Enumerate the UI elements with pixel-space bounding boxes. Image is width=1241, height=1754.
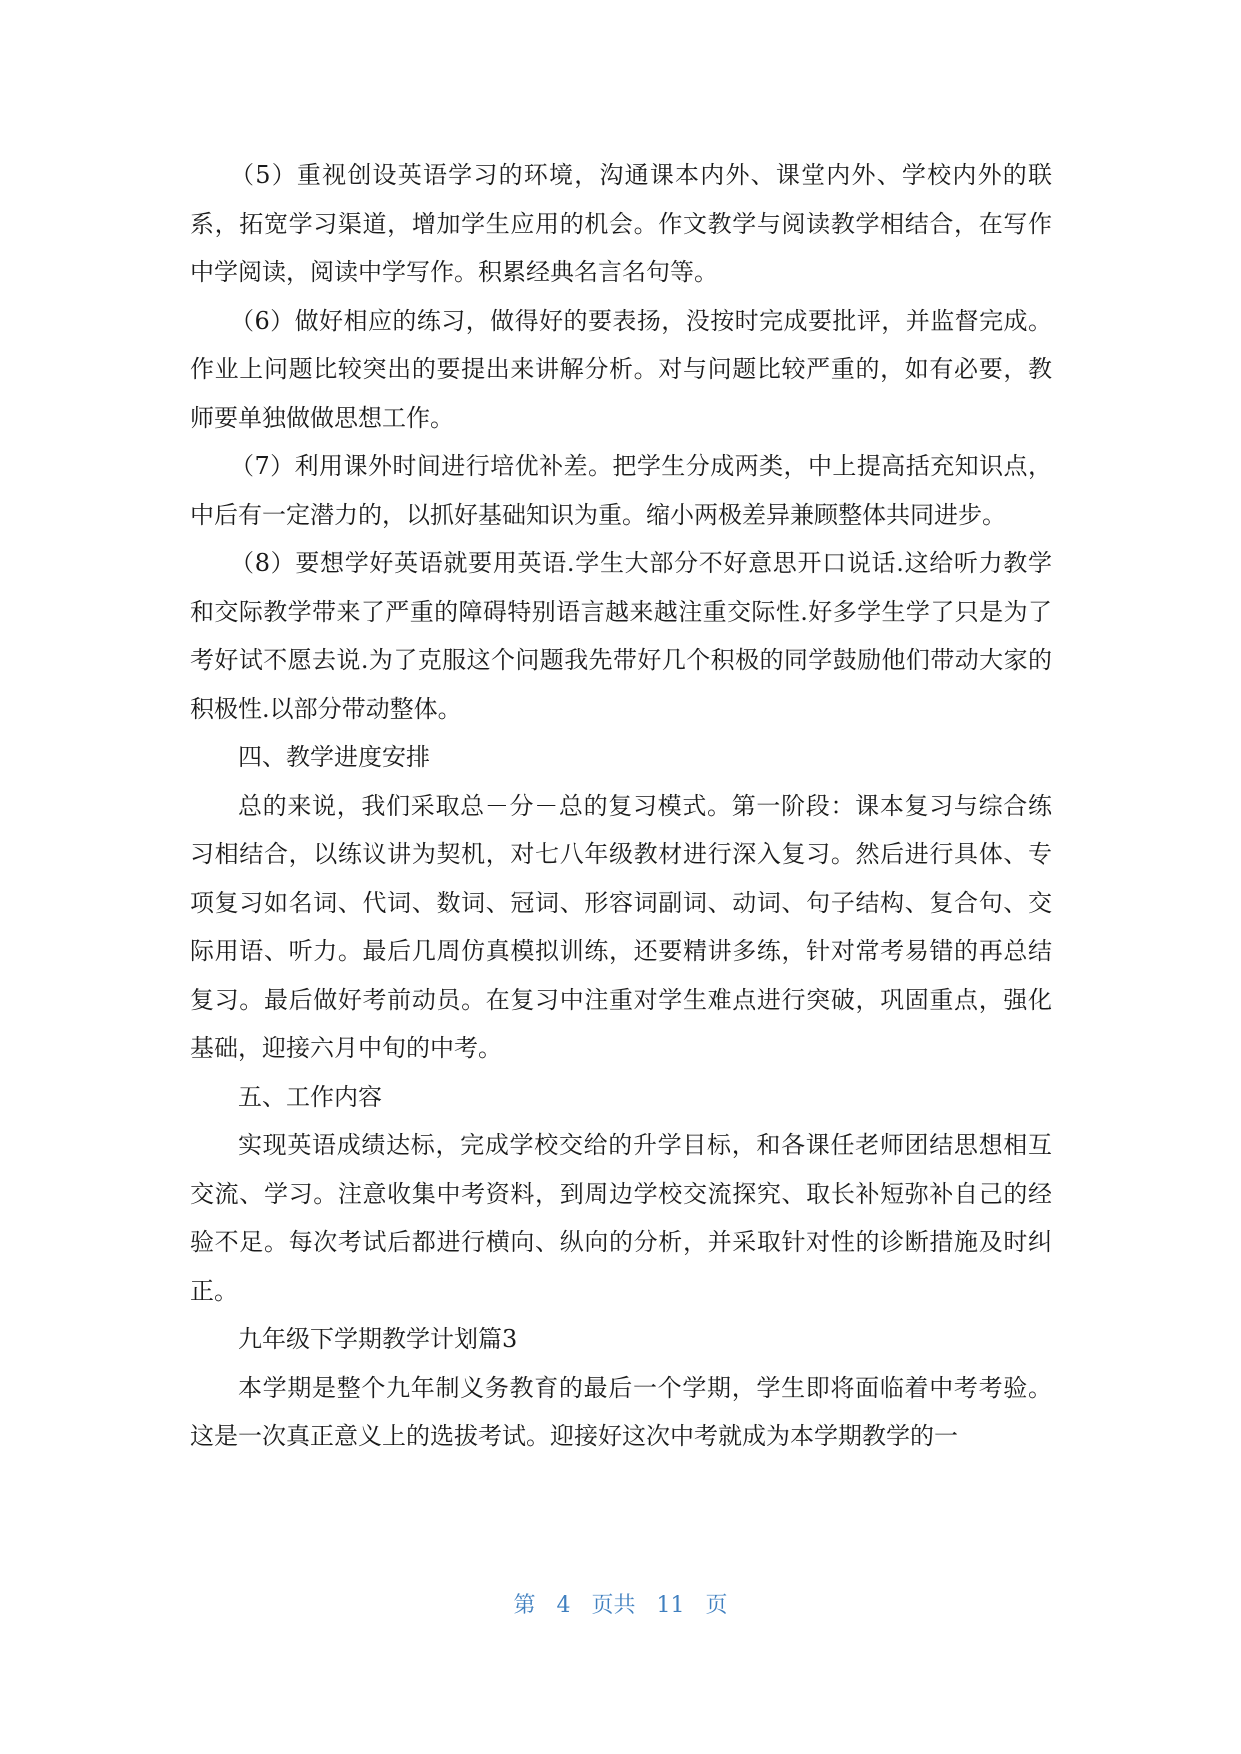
footer-prefix: 第 <box>513 1593 536 1618</box>
section-heading-work: 五、工作内容 <box>238 1082 382 1111</box>
document-body <box>190 151 1052 1461</box>
footer-total-pages: 11 <box>656 1593 685 1618</box>
page-footer <box>0 1588 1241 1619</box>
footer-current-page: 4 <box>556 1593 571 1618</box>
footer-middle: 页共 <box>591 1593 636 1618</box>
section-heading-schedule: 四、教学进度安排 <box>238 743 430 771</box>
paragraph-item-8: （8）要想学好英语就要用英语.学生大部分不好意思开口说话.这给听力教学和交际教学带来了严重的障碍特别语言越来越注重交际性.好多学生学了只是为了考好试不愿去说.为了克服这个问题我先带好几个积极的同学鼓励他们带动大家的积极性.以部分带动整体。 <box>190 549 1052 723</box>
article-title-part3: 九年级下学期教学计划篇3 <box>238 1325 518 1353</box>
paragraph-item-6: （6）做好相应的练习，做得好的要表扬，没按时完成要批评，并监督完成。作业上问题比较突出的要提出来讲解分析。对与问题比较严重的，如有必要，教师要单独做做思想工作。 <box>190 306 1052 432</box>
footer-suffix: 页 <box>705 1593 728 1618</box>
paragraph-schedule: 总的来说，我们采取总－分－总的复习模式。第一阶段：课本复习与综合练习相结合，以练议讲为契机，对七八年级教材进行深入复习。然后进行具体、专项复习如名词、代词、数词、冠词、形容词副词、动词、句子结构、复合句、交际用语、听力。最后几周仿真模拟训练，还要精讲多练，针对常考易错的再总结复习。最后做好考前动员。在复习中注重对学生难点进行突破，巩固重点，强化基础，迎接六月中旬的中考。 <box>190 791 1052 1062</box>
paragraph-work: 实现英语成绩达标，完成学校交给的升学目标，和各课任老师团结思想相互交流、学习。注意收集中考资料，到周边学校交流探究、取长补短弥补自己的经验不足。每次考试后都进行横向、纵向的分析，并采取针对性的诊断措施及时纠正。 <box>190 1131 1052 1305</box>
paragraph-item-5: （5）重视创设英语学习的环境，沟通课本内外、课堂内外、学校内外的联系，拓宽学习渠道，增加学生应用的机会。作文教学与阅读教学相结合，在写作中学阅读，阅读中学写作。积累经典名言名句等。 <box>190 161 1052 286</box>
paragraph-item-7: （7）利用课外时间进行培优补差。把学生分成两类，中上提高括充知识点，中后有一定潜力的，以抓好基础知识为重。缩小两极差异兼顾整体共同进步。 <box>190 452 1052 529</box>
paragraph-intro-part3: 本学期是整个九年制义务教育的最后一个学期，学生即将面临着中考考验。这是一次真正意义上的选拔考试。迎接好这次中考就成为本学期教学的一 <box>190 1373 1052 1450</box>
